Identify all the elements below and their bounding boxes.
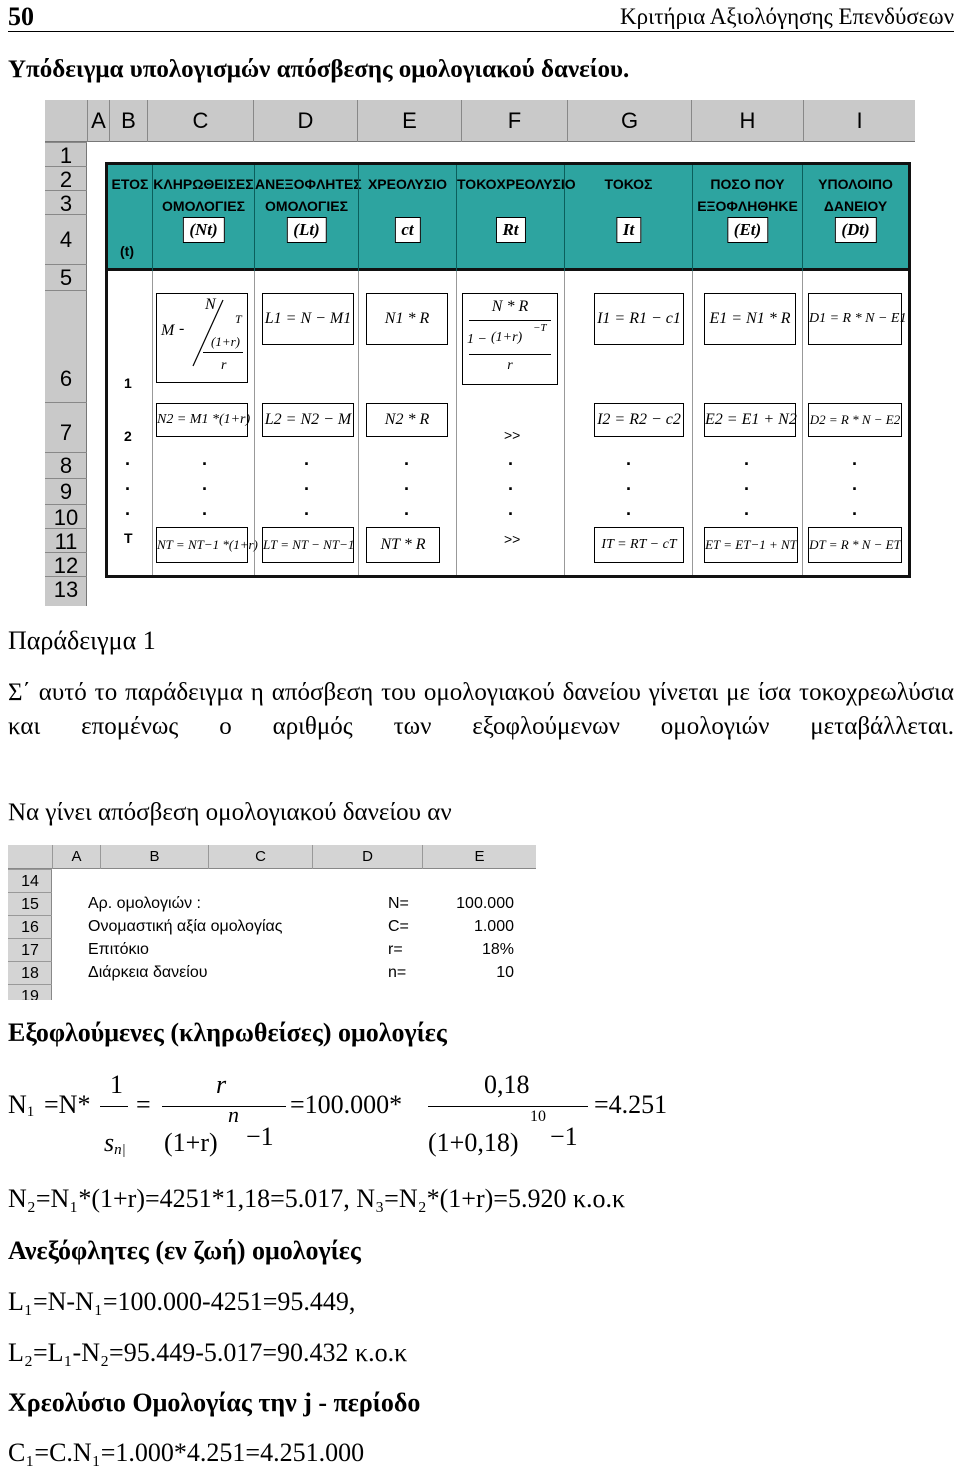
header-sub: (t) <box>120 243 134 259</box>
row-header[interactable]: 17 <box>8 938 52 961</box>
row-header[interactable]: 1 <box>45 142 87 166</box>
formula-result: =4.251 <box>594 1090 668 1119</box>
param-label: Αρ. ομολογιών : <box>88 895 201 912</box>
intro-text: Σ΄ αυτό το παράδειγμα η απόσβεση του ομολογιακού δανείου γίνεται με ίσα τοκοχρεωλύσια και επομένως ο αριθμός των εξοφλούμενων ομολογιών μεταβάλλεται. <box>8 679 954 740</box>
dot: . <box>626 474 632 494</box>
formula-term: (1+r) <box>491 330 523 345</box>
column-header[interactable]: A <box>52 845 100 869</box>
formula-e1: E1 = N1 * R <box>704 293 796 345</box>
n2-line: N₂=N₁*(1+r)=4251*1,18=5.017, N₃=N₂*(1+r)=5.920 κ.ο.κ <box>8 1184 626 1213</box>
column-header[interactable]: I <box>803 100 915 142</box>
drawn-bonds-title: Εξοφλούμενες (κληρωθείσες) ομολογίες <box>8 1018 447 1047</box>
dot: . <box>626 499 632 519</box>
formula-r: r <box>216 1070 227 1099</box>
principal-title: Χρεολύσιο Ομολογίας την j - περίοδο <box>8 1388 421 1417</box>
column-header[interactable]: E <box>357 100 461 142</box>
formula-term: (1+r) <box>211 334 240 349</box>
formula-term: N <box>205 296 216 313</box>
formula-nt: NT = NT−1 *(1+r) <box>156 527 248 563</box>
formula-term: −T <box>533 322 547 334</box>
formula-c1: N1 * R <box>366 293 448 345</box>
formula-table <box>105 162 911 578</box>
formula-c2: N2 * R <box>366 403 448 437</box>
col-year-header <box>108 165 152 271</box>
header-label: ΥΠΟΛΟΙΠΟ ΔΑΝΕΙΟΥ <box>818 176 893 214</box>
column-header[interactable]: A <box>87 100 109 142</box>
column-header-bar <box>8 845 536 869</box>
header-symbol: It <box>616 217 641 243</box>
col-outstanding-bonds-header <box>254 165 362 271</box>
col-installment-header <box>456 165 576 271</box>
formula-minus1: −1 <box>246 1122 274 1151</box>
formula-s: $s_{n|}$ <box>104 1128 126 1158</box>
param-key: r= <box>388 941 403 958</box>
formula-term: N * R <box>491 298 529 315</box>
page-header <box>8 2 954 32</box>
dot: . <box>508 474 514 494</box>
header-label: ΤΟΚΟΧΡΕΟΛΥΣΙΟ <box>457 176 576 192</box>
header-symbol: (Dt) <box>834 217 876 243</box>
column-header[interactable]: E <box>422 845 536 869</box>
formula-rt: >> <box>504 531 521 547</box>
formula-n2: N2 = M1 *(1+r) <box>156 403 248 437</box>
param-key: C= <box>388 918 409 935</box>
column-header[interactable]: C <box>147 100 253 142</box>
header-label: ΚΛΗΡΩΘΕΙΣΕΣ ΟΜΟΛΟΓΙΕΣ <box>153 176 254 214</box>
row-header[interactable]: 7 <box>45 402 87 452</box>
formula-et: ET = ET−1 + NT <box>704 527 798 563</box>
dot: . <box>202 449 208 469</box>
row-header[interactable]: 19 <box>8 984 52 1000</box>
row-header[interactable]: 9 <box>45 478 87 504</box>
dot: . <box>744 474 750 494</box>
param-value: 18% <box>481 941 514 958</box>
param-value: 1.000 <box>473 918 514 935</box>
page-number: 50 <box>8 2 34 31</box>
dot: . <box>508 449 514 469</box>
formula-num2: 0,18 <box>484 1070 530 1099</box>
formula-table-header <box>108 165 908 271</box>
formula-d2: D2 = R * N − E2 <box>808 403 902 437</box>
l2-line: L₂=L₁-N₂=95.449-5.017=90.432 κ.ο.κ <box>8 1338 408 1367</box>
row-header[interactable]: 5 <box>45 264 87 290</box>
formula-i2: I2 = R2 − c2 <box>594 403 684 437</box>
c1-line: C₁=C.N₁=1.000*4.251=4.251.000 <box>8 1438 365 1467</box>
header-symbol: (Nt) <box>182 217 224 243</box>
dot: . <box>304 449 310 469</box>
param-value: 10 <box>496 964 514 981</box>
sheet-row <box>8 915 536 938</box>
col-paid-amount-header <box>692 165 802 271</box>
formula-lt: LT = NT − NT−1 <box>262 527 354 563</box>
dot: . <box>404 499 410 519</box>
formula-d1: D1 = R * N − E1 <box>808 293 902 345</box>
year-label: 2 <box>124 428 132 444</box>
formula-mid: =100.000* <box>290 1090 403 1119</box>
formula-n1: M - N T (1+r) r <box>156 293 248 383</box>
dot: . <box>852 499 858 519</box>
row-header[interactable]: 16 <box>8 915 52 938</box>
dot: . <box>744 499 750 519</box>
header-label: ΧΡΕΟΛΥΣΙΟ <box>367 176 448 192</box>
header-symbol: (Et) <box>727 217 768 243</box>
header-label: ΤΟΚΟΣ <box>604 176 653 192</box>
dot: . <box>626 449 632 469</box>
formula-eq: =N* <box>44 1090 91 1119</box>
col-principal-header <box>358 165 456 271</box>
formula-dt: DT = R * N − ET <box>808 527 902 563</box>
formula-exp2: 10 <box>530 1108 546 1125</box>
year-label: . <box>125 474 131 494</box>
dot: . <box>304 474 310 494</box>
row-header[interactable]: 8 <box>45 452 87 478</box>
row-header[interactable]: 10 <box>45 504 87 528</box>
year-label: 1 <box>124 375 132 391</box>
row-header[interactable]: 18 <box>8 961 52 984</box>
year-label: T <box>124 530 133 546</box>
dot: . <box>404 474 410 494</box>
param-key: N= <box>388 895 409 912</box>
example-task <box>8 796 954 830</box>
row-header[interactable]: 2 <box>45 166 87 190</box>
sheet-row <box>8 984 536 1000</box>
formula-r1 <box>462 293 558 385</box>
column-header-bar <box>45 100 915 142</box>
formula-r2: >> <box>504 427 521 443</box>
column-header[interactable]: B <box>100 845 208 869</box>
param-label: Ονομαστική αξία ομολογίας <box>88 918 283 935</box>
dot: . <box>744 449 750 469</box>
example-title: Παράδειγμα 1 <box>8 626 156 655</box>
formula-l1: L1 = N − M1 <box>262 293 354 345</box>
header-symbol: Rt <box>495 217 525 243</box>
formula-eq2: = <box>136 1090 151 1119</box>
amortization-template-sheet <box>45 100 915 606</box>
formula-n: n <box>228 1102 239 1127</box>
dot: . <box>508 499 514 519</box>
formula-den: (1+r) <box>164 1128 218 1157</box>
column-header[interactable]: D <box>253 100 357 142</box>
formula-l2: L2 = N2 − M <box>262 403 354 437</box>
parameters-sheet <box>8 845 536 1000</box>
column-header[interactable]: H <box>691 100 803 142</box>
sheet-row <box>8 938 536 961</box>
header-label: ΠΟΣΟ ΠΟΥ ΕΞΟΦΛΗΘΗΚΕ <box>697 176 798 214</box>
formula-minus1b: −1 <box>550 1122 578 1151</box>
dot: . <box>202 474 208 494</box>
header-label: ΑΝΕΞΟΦΛΗΤΕΣ ΟΜΟΛΟΓΙΕΣ <box>255 176 362 214</box>
param-key: n= <box>388 964 407 981</box>
formula-e2: E2 = E1 + N2 <box>704 403 796 437</box>
col-balance-header <box>802 165 908 271</box>
year-label: . <box>125 449 131 469</box>
sheet-row <box>8 961 536 984</box>
year-label: . <box>125 499 131 519</box>
col-interest-header <box>564 165 692 271</box>
dot: . <box>202 499 208 519</box>
formula-it: IT = RT − cT <box>594 527 684 563</box>
header-label: ΕΤΟΣ <box>111 176 149 192</box>
formula-term: r <box>221 358 227 373</box>
row-header[interactable]: 12 <box>45 552 87 576</box>
header-symbol: ct <box>394 217 420 243</box>
sheet-row <box>8 892 536 915</box>
row-header[interactable]: 3 <box>45 190 87 214</box>
formula-term: r <box>507 358 513 373</box>
column-header[interactable]: D <box>312 845 422 869</box>
column-header[interactable]: F <box>461 100 567 142</box>
dot: . <box>304 499 310 519</box>
formula-term: M <box>161 322 175 339</box>
dot: . <box>852 449 858 469</box>
formula-ct: NT * R <box>366 527 440 563</box>
row-header[interactable]: 15 <box>8 892 52 915</box>
header-symbol: (Lt) <box>286 217 326 243</box>
formula-den2: (1+0,18) <box>428 1128 519 1157</box>
formula-i1: I1 = R1 − c1 <box>594 293 684 345</box>
param-value: 100.000 <box>456 895 514 912</box>
row-header[interactable]: 11 <box>45 528 87 552</box>
param-label: Διάρκεια δανείου <box>88 964 208 981</box>
section-title: Υπόδειγμα υπολογισμών απόσβεσης ομολογιακού δανείου. <box>8 56 630 83</box>
row-header[interactable]: 13 <box>45 576 87 606</box>
formula-one: 1 <box>110 1070 123 1099</box>
col-drawn-bonds-header <box>152 165 254 271</box>
task-text: Να γίνει απόσβεση ομολογιακού δανείου αν <box>8 799 452 826</box>
column-header[interactable]: B <box>109 100 147 142</box>
dot: . <box>404 449 410 469</box>
row-header-bar <box>45 142 87 606</box>
column-header[interactable]: C <box>208 845 312 869</box>
formula-lhs: $N_1$ <box>8 1090 35 1120</box>
row-header[interactable]: 4 <box>45 214 87 264</box>
sheet-row <box>8 869 536 892</box>
formula-term: 1 − <box>467 332 487 347</box>
param-label: Επιτόκιο <box>88 941 149 958</box>
column-header[interactable]: G <box>567 100 691 142</box>
row-header[interactable]: 14 <box>8 869 52 892</box>
dot: . <box>852 474 858 494</box>
running-title: Κριτήρια Αξιολόγησης Επενδύσεων <box>620 4 954 29</box>
l1-line: L₁=N-N₁=100.000-4251=95.449, <box>8 1287 356 1316</box>
formula-term: T <box>235 312 242 326</box>
example-intro <box>8 676 954 744</box>
outstanding-bonds-title: Ανεξόφλητες (εν ζωή) ομολογίες <box>8 1236 361 1265</box>
row-header[interactable]: 6 <box>45 290 87 402</box>
